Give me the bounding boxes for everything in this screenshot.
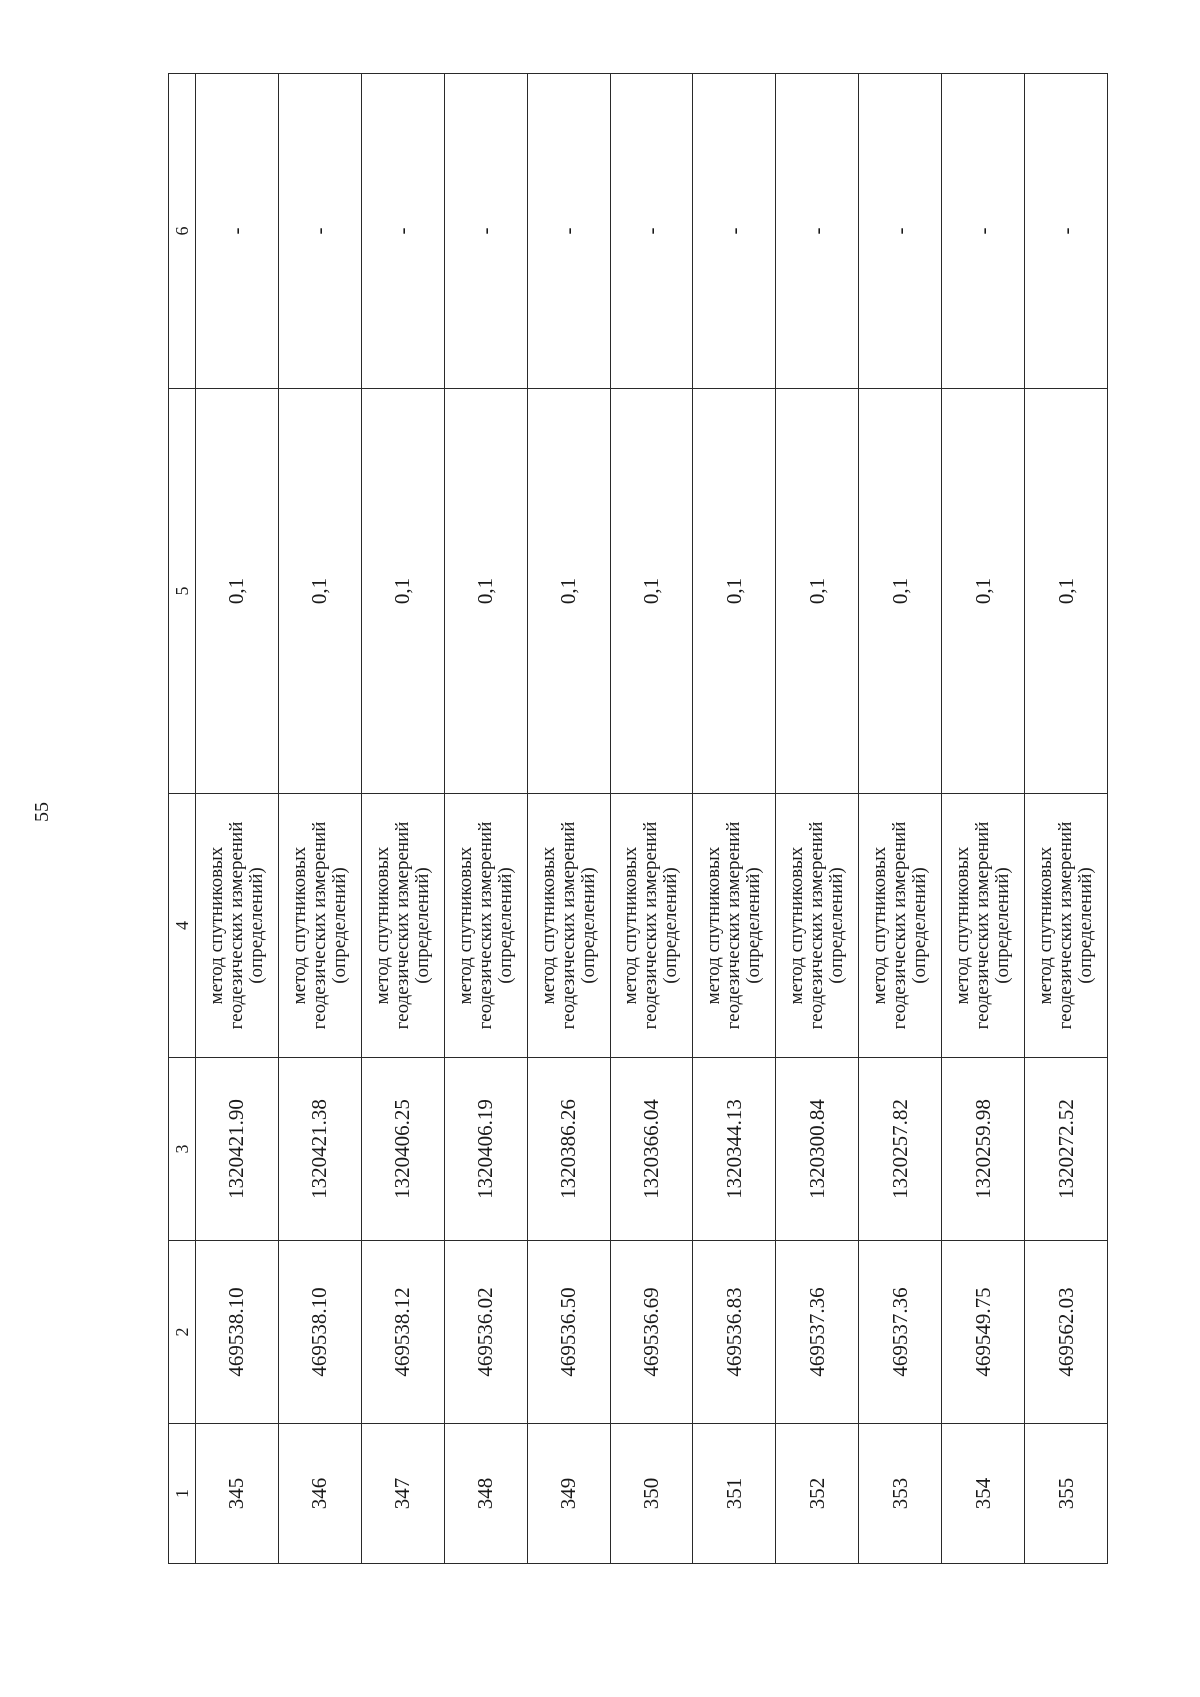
table-row xyxy=(527,74,610,1564)
y-coordinate-cell: 1320366.04 xyxy=(610,1058,693,1241)
table-row xyxy=(942,74,1025,1564)
method-cell xyxy=(859,794,942,1058)
point-number-cell: 354 xyxy=(942,1424,1025,1564)
accuracy-cell: 0,1 xyxy=(776,389,859,794)
point-number-cell: 351 xyxy=(693,1424,776,1564)
y-coordinate-cell: 1320300.84 xyxy=(776,1058,859,1241)
table-row xyxy=(444,74,527,1564)
method-line: метод спутниковых xyxy=(454,846,476,1005)
x-coordinate-cell: 469562.03 xyxy=(1025,1241,1108,1424)
method-line: геодезических измерений xyxy=(474,821,496,1030)
note-cell: - xyxy=(776,74,859,389)
method-line: (определений) xyxy=(328,867,350,984)
method-cell xyxy=(527,794,610,1058)
method-line: (определений) xyxy=(826,867,848,984)
method-line: (определений) xyxy=(1075,867,1097,984)
column-header-3: 3 xyxy=(169,1058,196,1241)
point-number-cell: 352 xyxy=(776,1424,859,1564)
method-line: метод спутниковых xyxy=(371,846,393,1005)
method-cell xyxy=(278,794,361,1058)
x-coordinate-cell: 469536.69 xyxy=(610,1241,693,1424)
method-line: геодезических измерений xyxy=(225,821,247,1030)
y-coordinate-cell: 1320344.13 xyxy=(693,1058,776,1241)
method-cell xyxy=(693,794,776,1058)
table-row xyxy=(693,74,776,1564)
note-cell: - xyxy=(610,74,693,389)
method-cell xyxy=(361,794,444,1058)
method-line: метод спутниковых xyxy=(537,846,559,1005)
y-coordinate-cell: 1320257.82 xyxy=(859,1058,942,1241)
column-header-4: 4 xyxy=(169,794,196,1058)
x-coordinate-cell: 469538.10 xyxy=(196,1241,279,1424)
point-number-cell: 347 xyxy=(361,1424,444,1564)
point-number-cell: 353 xyxy=(859,1424,942,1564)
note-cell: - xyxy=(527,74,610,389)
method-line: метод спутниковых xyxy=(869,846,891,1005)
accuracy-cell: 0,1 xyxy=(361,389,444,794)
method-line: геодезических измерений xyxy=(972,821,994,1030)
method-cell xyxy=(942,794,1025,1058)
point-number-cell: 350 xyxy=(610,1424,693,1564)
accuracy-cell: 0,1 xyxy=(196,389,279,794)
accuracy-cell: 0,1 xyxy=(1025,389,1108,794)
method-line: (определений) xyxy=(411,867,433,984)
method-line: (определений) xyxy=(992,867,1014,984)
point-number-cell: 345 xyxy=(196,1424,279,1564)
accuracy-cell: 0,1 xyxy=(527,389,610,794)
method-line: геодезических измерений xyxy=(1055,821,1077,1030)
note-cell: - xyxy=(693,74,776,389)
accuracy-cell: 0,1 xyxy=(693,389,776,794)
method-line: метод спутниковых xyxy=(1035,846,1057,1005)
note-cell: - xyxy=(942,74,1025,389)
accuracy-cell: 0,1 xyxy=(278,389,361,794)
method-line: геодезических измерений xyxy=(308,821,330,1030)
table-row xyxy=(610,74,693,1564)
point-number-cell: 348 xyxy=(444,1424,527,1564)
column-header-6: 6 xyxy=(169,74,196,389)
coordinates-table xyxy=(168,73,1108,1564)
method-line: геодезических измерений xyxy=(391,821,413,1030)
point-number-cell: 355 xyxy=(1025,1424,1108,1564)
method-line: (определений) xyxy=(245,867,267,984)
accuracy-cell: 0,1 xyxy=(942,389,1025,794)
x-coordinate-cell: 469536.02 xyxy=(444,1241,527,1424)
method-line: геодезических измерений xyxy=(557,821,579,1030)
y-coordinate-cell: 1320259.98 xyxy=(942,1058,1025,1241)
method-line: геодезических измерений xyxy=(723,821,745,1030)
table-row xyxy=(776,74,859,1564)
method-cell xyxy=(776,794,859,1058)
method-cell xyxy=(444,794,527,1058)
method-line: метод спутниковых xyxy=(703,846,725,1005)
method-line: геодезических измерений xyxy=(889,821,911,1030)
note-cell: - xyxy=(444,74,527,389)
table-row xyxy=(278,74,361,1564)
table-body xyxy=(196,74,1108,1564)
y-coordinate-cell: 1320406.25 xyxy=(361,1058,444,1241)
y-coordinate-cell: 1320421.38 xyxy=(278,1058,361,1241)
y-coordinate-cell: 1320272.52 xyxy=(1025,1058,1108,1241)
x-coordinate-cell: 469536.83 xyxy=(693,1241,776,1424)
method-line: (определений) xyxy=(660,867,682,984)
method-cell xyxy=(610,794,693,1058)
x-coordinate-cell: 469538.12 xyxy=(361,1241,444,1424)
note-cell: - xyxy=(1025,74,1108,389)
x-coordinate-cell: 469549.75 xyxy=(942,1241,1025,1424)
coordinates-table-container xyxy=(168,74,1108,1564)
table-row xyxy=(196,74,279,1564)
method-line: метод спутниковых xyxy=(786,846,808,1005)
method-cell xyxy=(196,794,279,1058)
method-cell xyxy=(1025,794,1108,1058)
y-coordinate-cell: 1320386.26 xyxy=(527,1058,610,1241)
method-line: метод спутниковых xyxy=(952,846,974,1005)
column-header-5: 5 xyxy=(169,389,196,794)
table-row xyxy=(1025,74,1108,1564)
note-cell: - xyxy=(859,74,942,389)
y-coordinate-cell: 1320421.90 xyxy=(196,1058,279,1241)
method-line: метод спутниковых xyxy=(205,846,227,1005)
method-line: геодезических измерений xyxy=(806,821,828,1030)
accuracy-cell: 0,1 xyxy=(444,389,527,794)
method-line: метод спутниковых xyxy=(620,846,642,1005)
x-coordinate-cell: 469537.36 xyxy=(776,1241,859,1424)
x-coordinate-cell: 469538.10 xyxy=(278,1241,361,1424)
point-number-cell: 346 xyxy=(278,1424,361,1564)
method-line: (определений) xyxy=(909,867,931,984)
accuracy-cell: 0,1 xyxy=(610,389,693,794)
method-line: (определений) xyxy=(494,867,516,984)
method-line: метод спутниковых xyxy=(288,846,310,1005)
method-line: геодезических измерений xyxy=(640,821,662,1030)
point-number-cell: 349 xyxy=(527,1424,610,1564)
method-line: (определений) xyxy=(577,867,599,984)
page-number: 55 xyxy=(31,802,53,822)
note-cell: - xyxy=(196,74,279,389)
table-header-row xyxy=(169,74,196,1564)
note-cell: - xyxy=(278,74,361,389)
table-row xyxy=(859,74,942,1564)
table-row xyxy=(361,74,444,1564)
y-coordinate-cell: 1320406.19 xyxy=(444,1058,527,1241)
x-coordinate-cell: 469537.36 xyxy=(859,1241,942,1424)
accuracy-cell: 0,1 xyxy=(859,389,942,794)
method-line: (определений) xyxy=(743,867,765,984)
note-cell: - xyxy=(361,74,444,389)
column-header-1: 1 xyxy=(169,1424,196,1564)
x-coordinate-cell: 469536.50 xyxy=(527,1241,610,1424)
column-header-2: 2 xyxy=(169,1241,196,1424)
